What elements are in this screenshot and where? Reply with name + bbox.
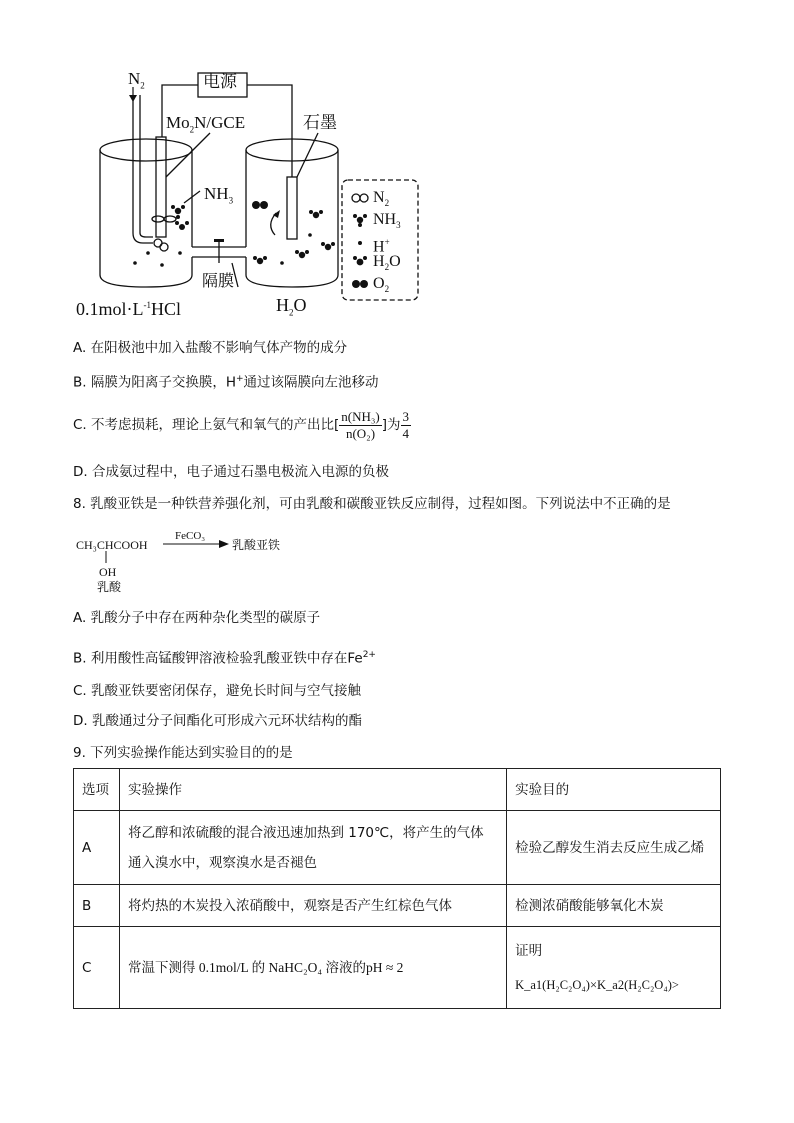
- experiment-table: [73, 768, 721, 1009]
- table-header-row: [74, 769, 721, 811]
- table-row: [74, 927, 721, 1009]
- legend-h2o: $H_2O$: [373, 253, 401, 273]
- nh3-label: $NH_3$: [204, 184, 234, 206]
- q8-product: 乳酸亚铁: [232, 538, 281, 552]
- row-operation: 常温下测得 0.1mol/L 的 NaHC₂O₄ 溶液的pH ≈ 2: [119, 927, 506, 1009]
- legend-o2: $O_2$: [373, 275, 390, 295]
- header-operation: 实验操作: [119, 769, 506, 811]
- q8-acid-name: 乳酸: [97, 580, 122, 594]
- row-option: C: [74, 927, 120, 1009]
- q7-option-a: A. 在阳极池中加入盐酸不影响气体产物的成分: [73, 340, 348, 356]
- left-solution-label: $0.1mol\cdot L^{-1}HCl$: [76, 299, 182, 319]
- q8-option-d: D. 乳酸通过分子间酯化可形成六元环状结构的酯: [73, 713, 362, 729]
- q7-option-b: B. 隔膜为阳离子交换膜，H+通过该隔膜向左池移动: [73, 374, 379, 391]
- oh-bond: [104, 551, 108, 563]
- q7-option-c: C. 不考虑损耗，理论上氨气和氧气的产出比[ $\frac{\text{n(NH₃)}}{\text{n(O₂)}}$ ]为 $\frac{3}{4}$: [73, 408, 410, 441]
- legend-h: H+: [373, 237, 390, 256]
- q8-reagent: FeCO₃: [175, 530, 206, 542]
- q9-stem: 9. 下列实验操作能达到实验目的的是: [73, 745, 293, 761]
- q8-formula: CH₃CHCOOH: [76, 538, 148, 552]
- q8-oh: OH: [99, 565, 117, 579]
- q8-option-b: B. 利用酸性高锰酸钾溶液检验乳酸亚铁中存在$Fe^{2+}$: [73, 650, 376, 667]
- row-option: A: [74, 811, 120, 885]
- cathode-label: $Mo_2N$/GCE: [166, 113, 246, 135]
- legend-n2: $N_2$: [373, 189, 390, 209]
- graphite-label: 石墨: [303, 113, 337, 133]
- legend-nh3: $NH_3$: [373, 211, 401, 231]
- row-operation: 将乙醇和浓硫酸的混合液迅速加热到 170℃，将产生的气体 通入溴水中，观察溴水是否褪色: [119, 811, 506, 885]
- n2-label: $N_2$: [128, 69, 145, 91]
- header-option: 选项: [74, 769, 120, 811]
- q8-stem: 8. 乳酸亚铁是一种铁营养强化剂，可由乳酸和碳酸亚铁反应制得，过程如图。下列说法中不正确的是: [73, 496, 671, 512]
- row-option: B: [74, 885, 120, 927]
- q8-option-c: C. 乳酸亚铁要密闭保存，避免长时间与空气接触: [73, 683, 362, 699]
- membrane-label: 隔膜: [202, 271, 235, 290]
- row-operation: 将灼热的木炭投入浓硝酸中，观察是否产生红棕色气体: [119, 885, 506, 927]
- row-goal: 证明 K_a1(H₂C₂O₄)×K_a2(H₂C₂O₄)>: [507, 927, 721, 1009]
- row-goal: 检测浓硝酸能够氧化木炭: [507, 885, 721, 927]
- q7-value-fraction: $\frac{3}{4}$: [402, 408, 410, 441]
- q7-ratio-fraction: $\frac{\text{n(NH₃)}}{\text{n(O₂)}}$: [341, 408, 380, 441]
- reaction-arrow: [163, 539, 231, 549]
- right-solution-label: $H_2O$: [276, 295, 307, 318]
- table-row: [74, 811, 721, 885]
- row-goal: 检验乙醇发生消去反应生成乙烯: [507, 811, 721, 885]
- q8-option-a: A. 乳酸分子中存在两种杂化类型的碳原子: [73, 610, 321, 626]
- table-row: [74, 885, 721, 927]
- header-goal: 实验目的: [507, 769, 721, 811]
- q7-option-d: D. 合成氨过程中，电子通过石墨电极流入电源的负极: [73, 464, 389, 480]
- power-label: 电源: [203, 72, 237, 92]
